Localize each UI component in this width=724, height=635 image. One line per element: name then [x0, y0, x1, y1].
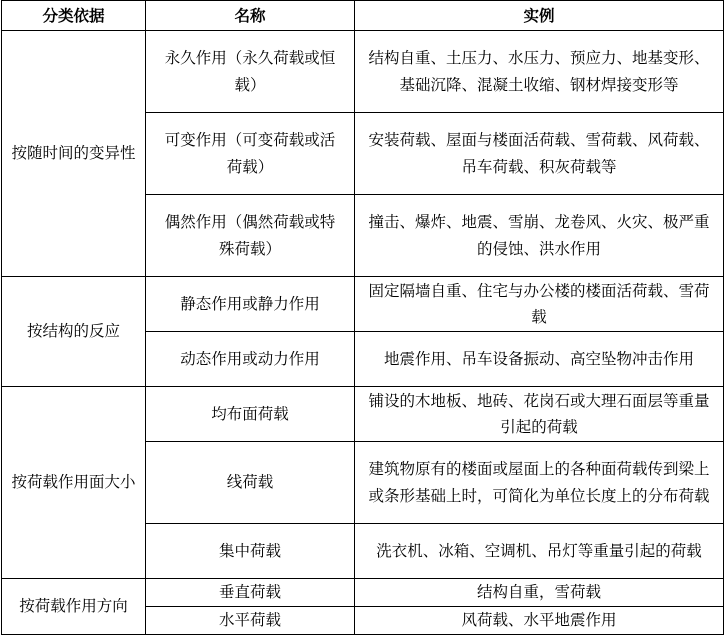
example-cell: 铺设的木地板、地砖、花岗石或大理石面层等重量引起的荷载 [355, 387, 724, 442]
example-cell: 建筑物原有的楼面或屋面上的各种面荷载传到梁上或条形基础上时，可简化为单位长度上的分布荷载 [355, 442, 724, 524]
example-cell: 结构自重，雪荷载 [355, 579, 724, 607]
category-cell: 按结构的反应 [2, 277, 146, 387]
header-category: 分类依据 [2, 1, 146, 31]
example-cell: 固定隔墙自重、住宅与办公楼的楼面活荷载、雪荷载 [355, 277, 724, 332]
example-cell: 风荷载、水平地震作用 [355, 607, 724, 635]
table-row [2, 31, 724, 113]
header-name: 名称 [146, 1, 355, 31]
category-cell: 按荷载作用方向 [2, 579, 146, 635]
category-cell: 按随时间的变异性 [2, 31, 146, 277]
name-cell: 静态作用或静力作用 [146, 277, 355, 332]
name-cell: 集中荷载 [146, 524, 355, 579]
example-cell: 洗衣机、冰箱、空调机、吊灯等重量引起的荷载 [355, 524, 724, 579]
header-row [2, 1, 724, 31]
header-example: 实例 [355, 1, 724, 31]
table-row [2, 579, 724, 607]
table-row [2, 387, 724, 442]
name-cell: 永久作用（永久荷载或恒载） [146, 31, 355, 113]
name-cell: 均布面荷载 [146, 387, 355, 442]
example-cell: 结构自重、土压力、水压力、预应力、地基变形、基础沉降、混凝土收缩、钢材焊接变形等 [355, 31, 724, 113]
example-cell: 地震作用、吊车设备振动、高空坠物冲击作用 [355, 332, 724, 387]
example-cell: 安装荷载、屋面与楼面活荷载、雪荷载、风荷载、吊车荷载、积灰荷载等 [355, 113, 724, 195]
example-cell: 撞击、爆炸、地震、雪崩、龙卷风、火灾、极严重的侵蚀、洪水作用 [355, 195, 724, 277]
name-cell: 线荷载 [146, 442, 355, 524]
table-row [2, 277, 724, 332]
name-cell: 垂直荷载 [146, 579, 355, 607]
category-cell: 按荷载作用面大小 [2, 387, 146, 579]
name-cell: 可变作用（可变荷载或活荷载） [146, 113, 355, 195]
load-classification-table [1, 0, 724, 635]
name-cell: 动态作用或动力作用 [146, 332, 355, 387]
name-cell: 水平荷载 [146, 607, 355, 635]
name-cell: 偶然作用（偶然荷载或特殊荷载） [146, 195, 355, 277]
